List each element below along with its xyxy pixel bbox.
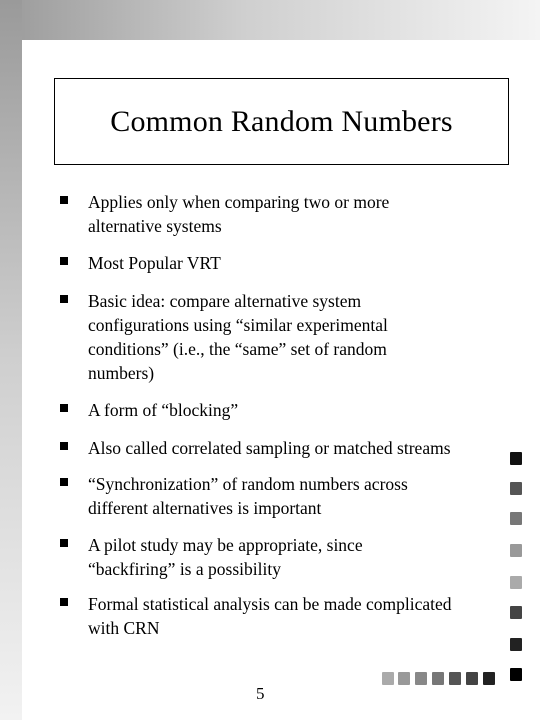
- decorative-square: [483, 672, 495, 685]
- bullet-text: Formal statistical analysis can be made complicated with CRN: [88, 594, 452, 638]
- bullet-item: [60, 190, 510, 238]
- decorative-square: [510, 668, 522, 681]
- decorative-square: [510, 606, 522, 619]
- square-bullet-icon: [60, 442, 68, 450]
- decorative-left-gradient: [0, 0, 22, 720]
- bullet-text: Applies only when comparing two or more alternative systems: [88, 192, 390, 236]
- bullet-item: [60, 592, 530, 640]
- bullet-text: A form of “blocking”: [88, 400, 239, 420]
- bullet-text: Also called correlated sampling or matched streams: [88, 438, 451, 458]
- decorative-square: [432, 672, 444, 685]
- bullet-item: [60, 472, 510, 520]
- decorative-square: [415, 672, 427, 685]
- decorative-square: [510, 482, 522, 495]
- bullet-item: [60, 289, 510, 385]
- decorative-square: [398, 672, 410, 685]
- page-number: 5: [256, 684, 265, 703]
- slide-title: Common Random Numbers: [110, 104, 453, 138]
- decorative-square: [510, 576, 522, 589]
- decorative-square: [510, 452, 522, 465]
- bullet-item: [60, 251, 510, 275]
- bullet-text: “Synchronization” of random numbers across different alternatives is important: [88, 474, 408, 518]
- bullet-text: Basic idea: compare alternative system configurations using “similar experimental conditions” (i.e., the “same” set of random numbers): [88, 291, 388, 383]
- square-bullet-icon: [60, 598, 68, 606]
- decorative-square: [510, 512, 522, 525]
- square-bullet-icon: [60, 478, 68, 486]
- decorative-square: [382, 672, 394, 685]
- square-bullet-icon: [60, 257, 68, 265]
- decorative-square: [510, 544, 522, 557]
- title-box: [54, 78, 509, 165]
- bullet-item: [60, 533, 510, 581]
- bullet-text: A pilot study may be appropriate, since “backfiring” is a possibility: [88, 535, 363, 579]
- bullet-item: [60, 436, 530, 460]
- decorative-top-gradient: [0, 0, 540, 40]
- bullet-text: Most Popular VRT: [88, 253, 221, 273]
- decorative-square: [449, 672, 461, 685]
- square-bullet-icon: [60, 295, 68, 303]
- decorative-square: [466, 672, 478, 685]
- decorative-square: [510, 638, 522, 651]
- square-bullet-icon: [60, 404, 68, 412]
- square-bullet-icon: [60, 196, 68, 204]
- square-bullet-icon: [60, 539, 68, 547]
- bullet-item: [60, 398, 510, 422]
